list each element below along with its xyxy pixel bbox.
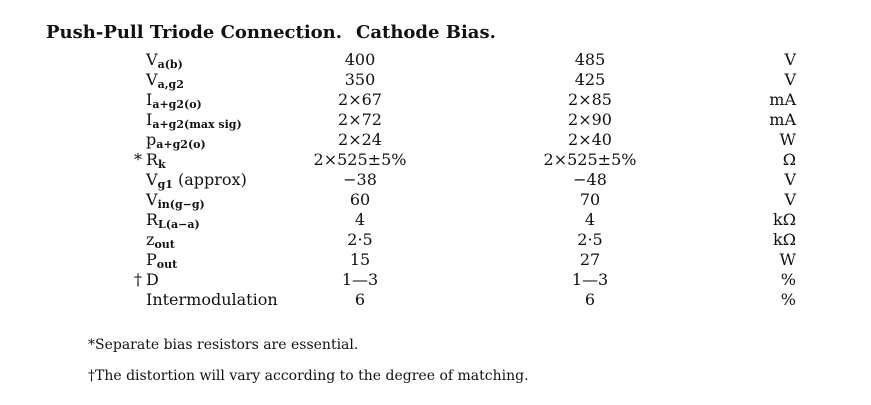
value-col1: 350 (344, 70, 376, 89)
param-suffix: (approx) (172, 170, 247, 189)
unit: V (784, 50, 796, 69)
unit: mA (769, 90, 796, 109)
table-row (0, 190, 871, 210)
value-col1: 4 (354, 210, 366, 229)
value-col2: 2×525±5% (543, 150, 637, 169)
value-col2: 27 (579, 250, 601, 269)
title-connection: Push-Pull Triode Connection. (46, 22, 343, 43)
param-subscript: k (158, 158, 166, 171)
param-subscript: g1 (157, 178, 173, 191)
value-col2: 6 (584, 290, 596, 309)
value-col2: 2·5 (577, 230, 603, 249)
param-symbol: p (146, 130, 157, 149)
unit: V (784, 170, 796, 189)
param-subscript: L(a−a) (158, 218, 200, 231)
value-col1: 2·5 (347, 230, 373, 249)
value-col1: 400 (344, 50, 376, 69)
unit: kΩ (773, 230, 796, 249)
value-col2: 70 (579, 190, 601, 209)
table-row (0, 250, 871, 270)
value-col1: 6 (354, 290, 366, 309)
value-col1: 2×67 (338, 90, 382, 109)
param-symbol: R (146, 150, 159, 169)
title-bias: Cathode Bias. (356, 22, 496, 43)
unit: V (784, 190, 796, 209)
parameter-table (0, 50, 871, 310)
unit: % (780, 290, 796, 309)
value-col2: 1—3 (571, 270, 609, 289)
value-col1: 2×24 (338, 130, 382, 149)
value-col2: 425 (574, 70, 606, 89)
table-row (0, 230, 871, 250)
param-label (134, 150, 166, 172)
value-col1: 15 (349, 250, 371, 269)
param-label (146, 250, 177, 272)
value-col1: 2×72 (338, 110, 382, 129)
param-symbol: P (146, 250, 157, 269)
value-col1: 2×525±5% (313, 150, 407, 169)
param-subscript: out (154, 238, 175, 251)
param-subscript: a+g2(max sig) (152, 118, 242, 131)
param-label (146, 210, 200, 232)
param-label (146, 170, 247, 192)
unit: mA (769, 110, 796, 129)
value-col2: 4 (584, 210, 596, 229)
param-symbol: V (146, 50, 158, 69)
unit: Ω (782, 150, 796, 169)
param-label (146, 230, 175, 252)
footnote-mark: † (134, 270, 142, 289)
param-symbol: I (146, 110, 153, 129)
footnote-mark: * (134, 150, 142, 169)
param-label (134, 270, 159, 292)
param-symbol: V (146, 70, 158, 89)
table-row (0, 50, 871, 70)
value-col1: −38 (343, 170, 377, 189)
value-col2: 2×90 (568, 110, 612, 129)
table-row (0, 270, 871, 290)
unit: V (784, 70, 796, 89)
value-col1: 1—3 (341, 270, 379, 289)
param-subscript: a,g2 (157, 78, 184, 91)
table-row (0, 90, 871, 110)
param-label (146, 130, 206, 152)
param-subscript: in(g−g) (157, 198, 205, 211)
unit: W (779, 250, 796, 269)
table-row (0, 210, 871, 230)
param-symbol: I (146, 90, 153, 109)
footnote-distortion: †The distortion will vary according to the degree of matching. (88, 368, 529, 384)
footnote-bias-resistors: *Separate bias resistors are essential. (88, 337, 359, 353)
value-col2: 2×85 (568, 90, 612, 109)
param-label (146, 90, 202, 112)
value-col1: 60 (349, 190, 371, 209)
table-row (0, 150, 871, 170)
param-symbol: V (146, 170, 158, 189)
param-subscript: a+g2(o) (156, 138, 206, 151)
param-subscript: out (156, 258, 178, 271)
param-label (146, 190, 205, 212)
param-symbol: Intermodulation (146, 290, 278, 309)
param-symbol: R (146, 210, 159, 229)
table-row (0, 130, 871, 150)
unit: kΩ (773, 210, 796, 229)
param-subscript: a+g2(o) (152, 98, 202, 111)
param-symbol: D (146, 270, 159, 289)
table-title (46, 22, 496, 43)
param-subscript: a(b) (157, 58, 183, 71)
param-symbol: z (146, 230, 155, 249)
unit: % (780, 270, 796, 289)
value-col2: 485 (574, 50, 606, 69)
table-row (0, 290, 871, 310)
param-label (146, 70, 184, 92)
table-row (0, 110, 871, 130)
param-symbol: V (146, 190, 158, 209)
value-col2: 2×40 (568, 130, 612, 149)
param-label (146, 290, 278, 312)
table-row (0, 70, 871, 90)
unit: W (779, 130, 796, 149)
table-row (0, 170, 871, 190)
param-label (146, 110, 242, 132)
value-col2: −48 (573, 170, 607, 189)
param-label (146, 50, 183, 72)
